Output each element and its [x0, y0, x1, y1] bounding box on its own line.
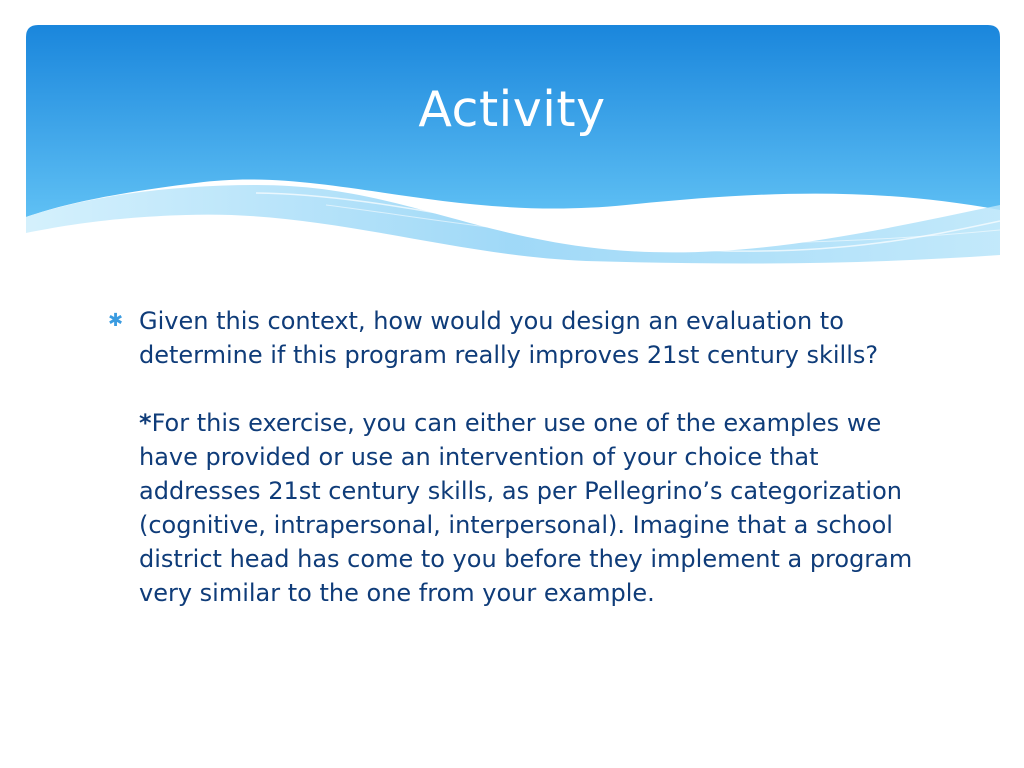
bullet-text — [139, 304, 928, 610]
paragraph-spacer — [139, 372, 928, 406]
slide-body — [108, 304, 928, 610]
header-band — [26, 25, 1000, 265]
bullet-item — [108, 304, 928, 610]
asterisk-bullet-icon: ✱ — [108, 310, 124, 331]
note-marker: * — [139, 409, 152, 437]
slide-title: Activity — [418, 81, 606, 138]
note-paragraph — [139, 406, 928, 610]
wave-background-graphic — [26, 25, 1000, 265]
question-text: Given this context, how would you design an evaluation to determine if this program really improves 21st century skills? — [139, 307, 879, 369]
note-text: For this exercise, you can either use one of the examples we have provided or use an intervention of your choice that addresses 21st century skills, as per Pellegrino’s categorization (cognitive, intrapersonal, interpersonal). Imagine that a school district head has come to you before they implement a program very similar to the one from your example. — [139, 409, 913, 607]
